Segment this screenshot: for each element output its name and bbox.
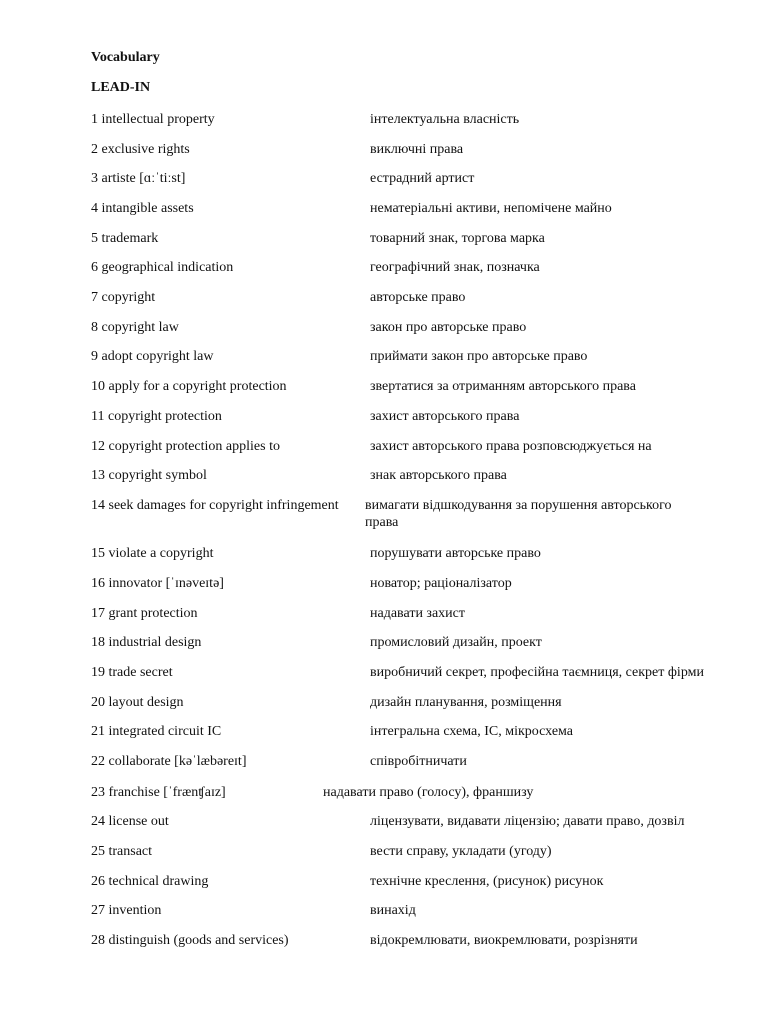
vocab-term: 24 license out [91,814,169,829]
vocab-term: 19 trade secret [91,665,173,680]
vocab-translation: співробітничати [370,754,467,769]
vocab-term: 10 apply for a copyright protection [91,379,287,394]
vocab-translation: інтелектуальна власність [370,112,520,127]
vocab-translation: новатор; раціоналізатор [370,576,512,591]
vocab-term: 17 grant protection [91,606,198,621]
vocab-term: 9 adopt copyright law [91,349,214,364]
vocab-translation: порушувати авторське право [370,546,541,561]
vocab-translation: авторське право [370,290,466,305]
vocab-translation: нематеріальні активи, непомічене майно [370,201,612,216]
vocab-term: 26 technical drawing [91,874,209,889]
vocab-term: 4 intangible assets [91,201,194,216]
vocab-translation: звертатися за отриманням авторського права [370,379,636,394]
vocab-translation: знак авторського права [370,468,507,483]
vocab-translation: надавати право (голосу), франшизу [323,785,534,800]
vocab-term: 27 invention [91,903,162,918]
vocab-translation: товарний знак, торгова марка [370,231,545,246]
page-title: Vocabulary [91,50,160,65]
vocab-translation: промисловий дизайн, проект [370,635,542,650]
vocab-term: 21 integrated circuit IC [91,724,222,739]
vocab-translation: технічне креслення, (рисунок) рисунок [370,874,604,889]
vocab-translation: вимагати відшкодування за порушення авторського права [365,498,672,530]
vocab-term: 22 collaborate [kəˈlæbəreɪt] [91,754,247,769]
vocab-term: 15 violate a copyright [91,546,214,561]
vocab-term: 5 trademark [91,231,159,246]
vocab-translation: закон про авторське право [370,320,527,335]
vocab-translation: географічний знак, позначка [370,260,540,275]
vocab-translation: ліцензувати, видавати ліцензію; давати право, дозвіл [370,814,685,829]
vocab-translation: надавати захист [370,606,465,621]
vocab-translation: естрадний артист [370,171,475,186]
vocab-translation: захист авторського права розповсюджується на [370,439,652,454]
vocab-term: 6 geographical indication [91,260,234,275]
vocab-term: 23 franchise [ˈfrænʧaɪz] [91,785,226,800]
section-heading: LEAD-IN [91,80,151,95]
vocab-translation: приймати закон про авторське право [370,349,588,364]
vocab-term: 18 industrial design [91,635,202,650]
vocab-translation: інтегральна схема, IC, мікросхема [370,724,574,739]
vocab-translation: дизайн планування, розміщення [370,695,562,710]
vocab-term: 28 distinguish (goods and services) [91,933,289,948]
vocab-translation: вести справу, укладати (угоду) [370,844,552,859]
vocab-term: 14 seek damages for copyright infringement [91,498,339,513]
vocab-term: 2 exclusive rights [91,142,190,157]
vocab-term: 1 intellectual property [91,112,215,127]
vocab-term: 25 transact [91,844,153,859]
vocab-translation: винахід [370,903,416,918]
vocab-term: 12 copyright protection applies to [91,439,280,454]
vocab-term: 3 artiste [ɑːˈtiːst] [91,171,186,186]
vocab-term: 8 copyright law [91,320,179,335]
vocab-translation: виробничий секрет, професійна таємниця, секрет фірми [370,665,704,680]
vocab-translation: відокремлювати, виокремлювати, розрізняти [370,933,638,948]
vocab-translation: виключні права [370,142,464,157]
vocab-term: 7 copyright [91,290,156,305]
vocab-term: 13 copyright symbol [91,468,207,483]
vocab-translation: захист авторського права [370,409,520,424]
vocab-term: 16 innovator [ˈɪnəveɪtə] [91,576,224,591]
vocab-term: 20 layout design [91,695,184,710]
vocab-term: 11 copyright protection [91,409,222,424]
